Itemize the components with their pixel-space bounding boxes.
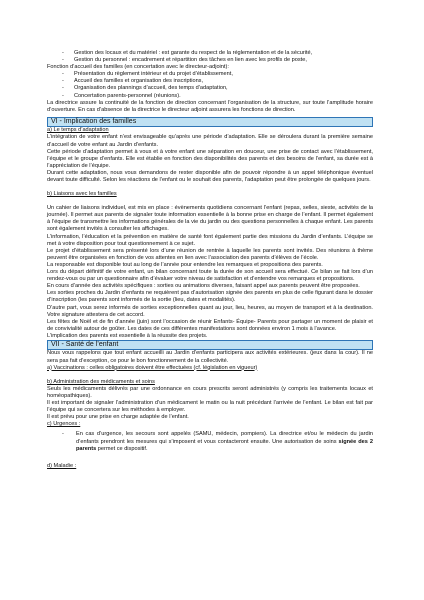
list-item: - Gestion du personnel : encadrement et répartition des tâches en lien avec les profils de poste, — [62, 57, 307, 64]
section-heading-vi: VI - Implication des familles — [47, 117, 373, 128]
paragraph: En cours d’année des activités spécifiques : sorties ou animations diverses, faisant appel aux parents peuvent être proposées. — [47, 283, 360, 290]
document-page — [47, 50, 373, 470]
paragraph: L’information, l’éducation et la prévention en matière de santé font également partie des missions du Jardin d’enfants. L’équipe se met à votre disposition pour tout questionnement à ce sujet. — [47, 233, 373, 247]
subsection-heading: d) Maladie : — [47, 462, 77, 469]
paragraph: Nous vous rappelons que tout enfant accueilli au Jardin d’enfants participera aux activités extérieures. (jeux dans la cour). Il ne sera pas fait d’exception, ce pour le bon fonctionnement de la collectivité. — [47, 350, 373, 364]
paragraph: La responsable est disponible tout au long de l’année pour entendre les remarques et propositions des parents. — [47, 261, 323, 268]
emphasis-text: signée des 2 parents — [76, 438, 373, 452]
paragraph: Seuls les médicaments délivrés par une ordonnance en cours prescrits seront administrés (y compris les traitements locaux et homéopathiques). — [47, 385, 373, 399]
subsection-heading: a) Vaccinations : celles obligatoires doivent être effectuées (cf. législation en vigueur) — [47, 364, 258, 371]
list-item: - Concertation parents-personnel (réunions). — [62, 92, 181, 99]
paragraph: Cette période d’adaptation permet à vous et à votre enfant une séparation en douceur, une prise de contact avec l’établissement, l’équipe et le groupe d’enfants. Elle est établie en fonction des disponibilités des parents et des besoins de l’enfant, sa durée est à l’appréciation de l’équipe. — [47, 148, 373, 169]
paragraph: La directrice assure la continuité de la fonction de direction concernant l’organisation de la structure, sur toute l’amplitude horaire d’ouverture. En cas d’absence de la directrice le directeur adjoint assurera les fonctions de direction. — [47, 99, 373, 113]
paragraph: Il est important de signaler l’administration d’un médicament le matin ou la nuit précédant l’arrivée de l’enfant. Le bilan est fait par l’équipe qui se concertera sur les méthodes à employer. — [47, 400, 373, 414]
list-item: - Présentation du règlement intérieur et du projet d’établissement, — [62, 71, 233, 78]
paragraph: D’autre part, vous serez informés de sorties exceptionnelles quant au jour, lieu, heures, au moyen de transport et à la destination. Votre signature attestera de cet accord. — [47, 304, 373, 318]
paragraph: Les fêtes de Noël et de fin d’année (juin) sont l’occasion de réunir Enfants- Équipe- Parents pour partager un moment de plaisir et de convivialité autour de goûter. Les dates de ces différentes manifestations sont données environ 1 mois à l’avance. — [47, 318, 373, 332]
paragraph: Il est prévu pour une prise en charge adaptée de l’enfant. — [47, 414, 189, 421]
subsection-heading: b) Administration des médicaments et soins — [47, 378, 155, 385]
paragraph: Lors du départ définitif de votre enfant, un bilan concernant toute la durée de son accueil sera effectué. Ce bilan se fait lors d’un rendez-vous ou par un questionnaire afin d’évaluer votre niveau de satisfaction et d’entendre vos remarques et propositions. — [47, 269, 373, 283]
paragraph: Les sorties proches du Jardin d’enfants ne requièrent pas d’autorisation signée des parents en plus de celle figurant dans le dossier d’inscription (les parents sont informés de la sortie (lieu, dates et modalités). — [47, 290, 373, 304]
section-heading-vii: VII - Santé de l’enfant — [47, 340, 373, 351]
paragraph: Le projet d’établissement sera présenté lors d’une réunion de rentrée à laquelle les parents sont invités. Des réunions à thème peuvent être organisées en fonction de vos attentes en lien avec l’association des parents d’élèves de l’école. — [47, 247, 373, 261]
paragraph: L’implication des parents est essentielle à la réussite des projets. — [47, 332, 208, 339]
subsection-heading: b) Liaisons avec les familles — [47, 191, 117, 198]
paragraph: Durant cette adaptation, nous vous demandons de rester disponible afin de pouvoir répondre à un appel téléphonique éventuel devant toute difficulté. Selon les réactions de l’enfant ou le souhait des parents, l’adaptation peut être prolongée de quelques jours. — [47, 169, 373, 183]
list-item: - Gestion des locaux et du matériel : est garante du respect de la réglementation et de la sécurité, — [62, 50, 313, 56]
paragraph: Un cahier de liaisons individuel, est mis en place : évènements quotidiens concernant l’enfant (repas, selles, sieste, activités de la journée). Il permet aux parents de signaler toute information essentielle à la bonne prise en charge de l’enfant. Il permet également à l’équipe de transmettre les informations générales de la vie du jardin ou des questions personnelles à chaque enfant. Les parents sont également invités à consulter les affichages. — [47, 205, 373, 233]
accueil-intro: Fonction d’accueil des familles (en concertation avec le directeur-adjoint): — [47, 64, 229, 71]
list-item: - Organisation des plannings d’accueil, des temps d’adaptation, — [62, 85, 228, 92]
subsection-heading: c) Urgences : — [47, 421, 81, 428]
subsection-heading: a) Le temps d’adaptation — [47, 127, 109, 134]
list-item: - Accueil des familles et organisation des inscriptions, — [62, 78, 204, 85]
paragraph: L’intégration de votre enfant n’est envisageable qu’après une période d’adaptation. Elle se déroulera durant la première semaine d’accueil de votre enfant au Jardin d’enfants. — [47, 134, 373, 148]
list-item: - En cas d’urgence, les secours sont appelés (SAMU, médecin, pompiers). La directrice et/ou le médecin du jardin d’enfants prendront les mesures qui s’imposent et vous contacteront ensuite. Une autorisation de soins signée des 2 parents permet ce dispositif. — [62, 431, 373, 452]
